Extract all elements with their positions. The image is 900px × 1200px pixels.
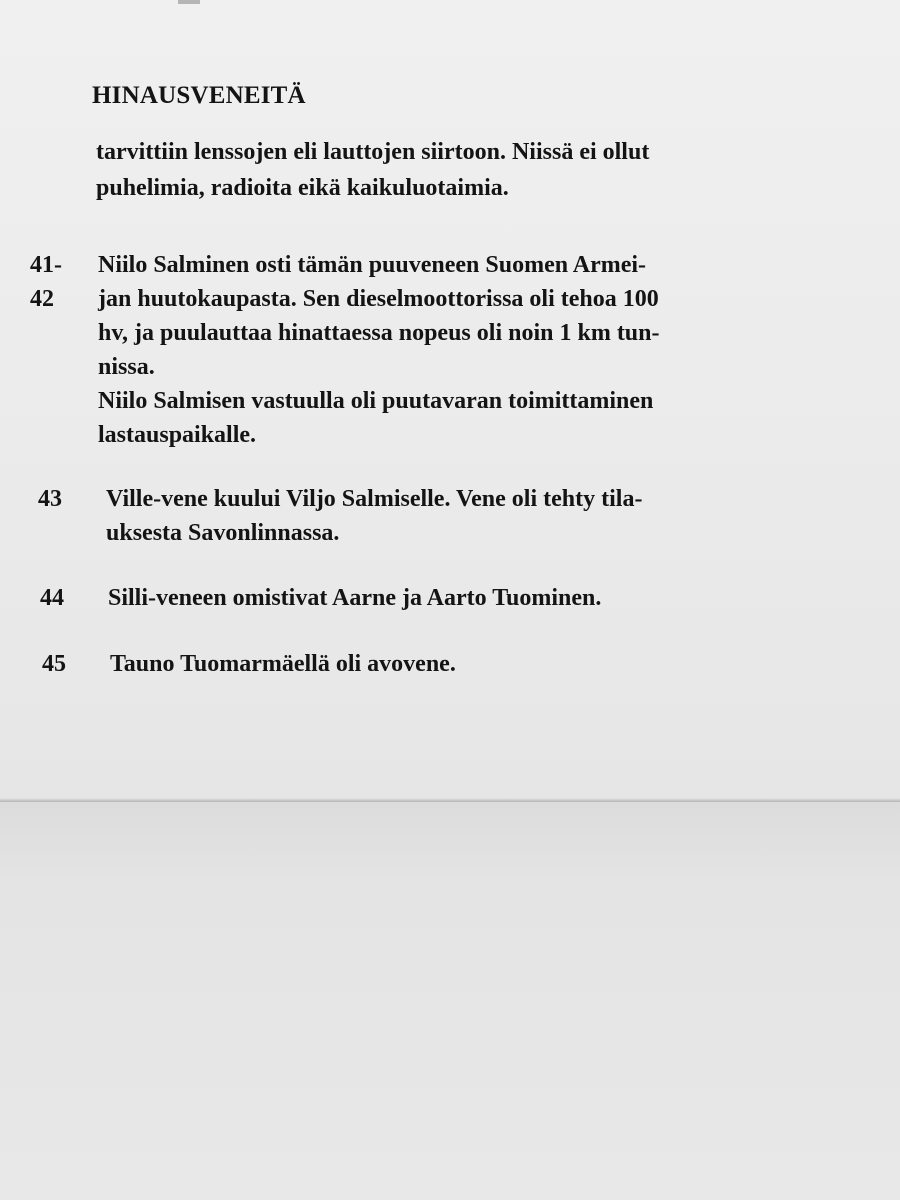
intro-paragraph: [96, 134, 796, 206]
entry-number: [40, 581, 100, 615]
entry-text-line: uksesta Savonlinnassa.: [106, 520, 340, 546]
entry-text: [108, 581, 798, 615]
intro-line: puhelimia, radioita eikä kaikuluotaimia.: [96, 175, 509, 201]
entry-text-line: lastauspaikalle.: [98, 422, 257, 448]
entry-text-line: Tauno Tuomarmäellä oli avovene.: [110, 651, 456, 677]
entry-text: [98, 248, 788, 452]
page-edge-mark: [178, 0, 200, 4]
entry-text-line: hv, ja puulauttaa hinattaessa nopeus oli noin 1 km tun-: [98, 320, 660, 346]
intro-line: tarvittiin lenssojen eli lauttojen siirtoon. Niissä ei ollut: [96, 139, 650, 165]
entry-number-line: 43: [38, 486, 62, 512]
entry-number: [30, 248, 90, 316]
entry-number-line: 45: [42, 651, 66, 677]
entry-text-line: Silli-veneen omistivat Aarne ja Aarto Tuominen.: [108, 585, 602, 611]
entry-number: [38, 482, 98, 516]
underlying-sheet: [0, 802, 900, 1200]
entry-text-line: nissa.: [98, 354, 155, 380]
entry-text: [106, 482, 796, 550]
entry-number-line: 44: [40, 585, 64, 611]
entry-number: [42, 647, 102, 681]
entry-text-line: jan huutokaupasta. Sen dieselmoottorissa oli tehoa 100: [98, 286, 659, 312]
entry-number-line: 42: [30, 286, 54, 312]
page-heading: HINAUSVENEITÄ: [92, 82, 306, 109]
entry-text: [110, 647, 800, 681]
entry-text-line: Niilo Salminen osti tämän puuveneen Suomen Armei-: [98, 252, 647, 278]
entry-text-line: Ville-vene kuului Viljo Salmiselle. Vene oli tehty tila-: [106, 486, 643, 512]
entry-number-line: 41-: [30, 252, 62, 278]
entry-text-line: Niilo Salmisen vastuulla oli puutavaran toimittaminen: [98, 388, 654, 414]
